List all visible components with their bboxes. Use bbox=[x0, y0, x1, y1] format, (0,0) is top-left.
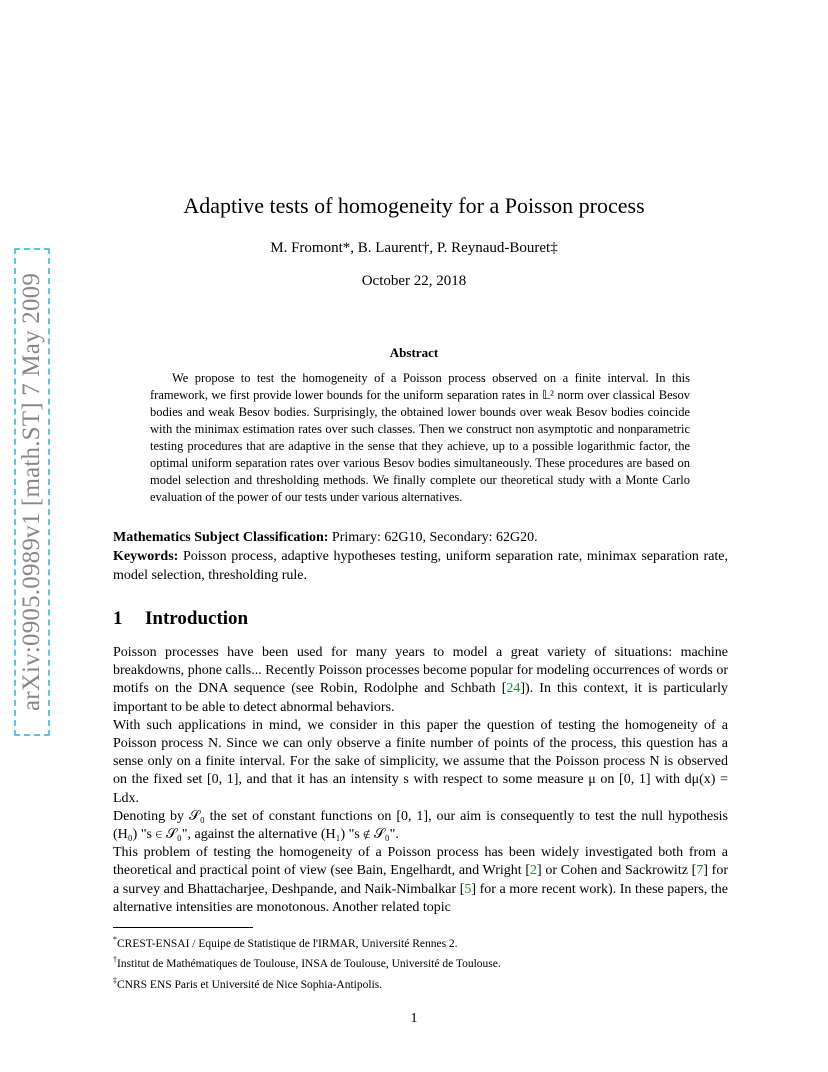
footnotes bbox=[113, 932, 728, 993]
footnote-3 bbox=[113, 973, 728, 993]
paragraph-4-text-c: ] for a survey and Bhattacharjee, Deshpande, and Naik-Nimbalkar [ bbox=[113, 863, 728, 897]
abstract-heading: Abstract bbox=[389, 345, 439, 360]
msc-value: Primary: 62G10, Secondary: 62G20. bbox=[331, 530, 538, 545]
section-heading bbox=[113, 608, 248, 630]
paragraph-1-text-a: Poisson processes have been used for many years to model a great variety of situations: machine breakdowns, phone calls... Recently Poisson processes become popular for modeling occurrences of words or motifs on the DNA sequence (see Robin, Rodolphe and Schbath [ bbox=[113, 645, 728, 697]
page-number: 1 bbox=[410, 1011, 418, 1026]
paper-date: October 22, 2018 bbox=[361, 273, 467, 289]
footnote-1-text: CREST-ENSAI / Equipe de Statistique de l'IRMAR, Université Rennes 2. bbox=[117, 937, 458, 950]
keywords-line bbox=[113, 547, 728, 585]
paragraph-4-text-b: ] or Cohen and Sackrowitz [ bbox=[537, 863, 697, 879]
msc-line bbox=[113, 529, 728, 547]
paragraph-4 bbox=[113, 844, 728, 917]
paragraph-1 bbox=[113, 644, 728, 717]
msc-label: Mathematics Subject Classification: bbox=[113, 530, 329, 545]
footnote-2 bbox=[113, 952, 728, 972]
section-number: 1 bbox=[113, 608, 123, 629]
footnote-3-text: CNRS ENS Paris et Université de Nice Sophia-Antipolis. bbox=[117, 978, 383, 991]
paragraph-3: Denoting by 𝒮₀ the set of constant functions on [0, 1], our aim is consequently to test the null hypothesis (H₀) "s ∈ 𝒮₀", against the alternative (H₁) "s ∉ 𝒮₀". bbox=[113, 808, 728, 843]
paper-authors: M. Fromont*, B. Laurent†, P. Reynaud-Bouret‡ bbox=[270, 240, 558, 256]
citation-link[interactable]: 2 bbox=[530, 863, 538, 879]
citation-link[interactable]: 7 bbox=[696, 863, 704, 879]
section-title: Introduction bbox=[145, 608, 249, 629]
citation-link[interactable]: 5 bbox=[464, 881, 472, 897]
footnote-1 bbox=[113, 932, 728, 952]
abstract-text: We propose to test the homogeneity of a Poisson process observed on a finite interval. In this framework, we first provide lower bounds for the uniform separation rates in 𝕃² norm over classical Besov bodies and weak Besov bodies. Surprisingly, the obtained lower bounds over weak Besov bodies coincide with the minimax estimation rates over such classes. Then we construct non asymptotic and nonparametric testing procedures that are adaptive in the sense that they achieve, up to a possible logarithmic factor, the optimal uniform separation rates over various Besov bodies simultaneously. These procedures are based on model selection and thresholding methods. We finally complete our theoretical study with a Monte Carlo evaluation of the power of our tests under various alternatives. bbox=[150, 371, 690, 504]
footnote-2-text: Institut de Mathématiques de Toulouse, INSA de Toulouse, Université de Toulouse. bbox=[117, 958, 501, 971]
footnote-3-mark: ‡ bbox=[113, 975, 117, 985]
citation-link[interactable]: 24 bbox=[506, 681, 521, 697]
footnote-2-mark: † bbox=[113, 955, 117, 965]
keywords-value: Poisson process, adaptive hypotheses testing, uniform separation rate, minimax separation rate, model selection, thresholding rule. bbox=[113, 549, 729, 583]
paragraph-2: With such applications in mind, we consider in this paper the question of testing the homogeneity of a Poisson process N. Since we can only observe a finite number of points of the process, this question has a sense only on a finite interval. For the sake of simplicity, we assume that the Poisson process N is observed on the fixed set [0, 1], and that it has an intensity s with respect to some measure μ on [0, 1] with dμ(x) = Ldx. bbox=[113, 717, 728, 806]
introduction-body bbox=[113, 644, 728, 917]
footnote-1-mark: * bbox=[113, 935, 117, 944]
paragraph-4-text-a: This problem of testing the homogeneity of a Poisson process has been widely investigated both from a theoretical and practical point of view (see Bain, Engelhardt, and Wright [ bbox=[113, 845, 728, 879]
paragraph-1-text-b: ]). In this context, it is particularly important to be able to detect abnormal behaviors. bbox=[113, 681, 728, 715]
footnote-rule bbox=[113, 927, 253, 928]
keywords-label: Keywords: bbox=[113, 549, 179, 564]
arxiv-identifier: arXiv:0905.0989v1 [math.ST] 7 May 2009 bbox=[18, 272, 45, 712]
paper-title: Adaptive tests of homogeneity for a Poisson process bbox=[183, 193, 645, 218]
paragraph-4-text-d: ] for a more recent work). In these papers, the alternative intensities are monotonous. Another related topic bbox=[113, 881, 728, 915]
